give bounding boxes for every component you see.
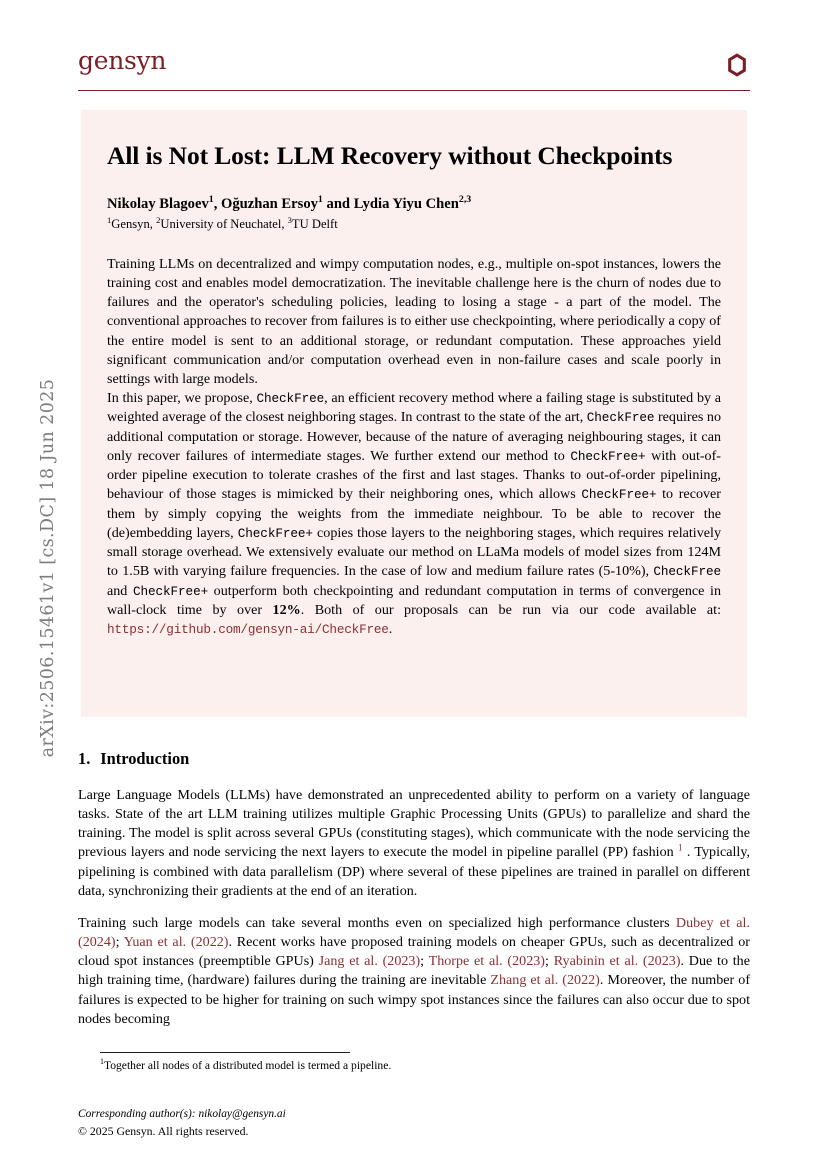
document-page [78, 0, 750, 1170]
page-footer [78, 1106, 750, 1141]
intro-paragraph-2: Training such large models can take several months even on specialized high performance clusters Dubey et al. (2024); Yuan et al. (2022). Recent works have proposed training models on cheaper GPUs, such as decentralized or cloud spot instances (preemptible GPUs) Jang et al. (2023); Thorpe et al. (2023); Ryabinin et al. (2023). Due to the high training time, (hardware) failures during the training are inevitable Zhang et al. (2022). Moreover, the number of failures is expected to be higher for training on such wimpy spot instances since the failures can also occur due to spot nodes becoming [78, 914, 751, 1027]
abstract-paragraph-1: Training LLMs on decentralized and wimpy computation nodes, e.g., multiple on-spot instances, lowers the training cost and enables model democratization. The inevitable challenge here is the churn of nodes due to failures and the operator's scheduling policies, leading to losing a stage - a part of the model. The conventional approaches to recover from failures is to either use checkpointing, where periodically a copy of the entire model is sent to an additional storage, or redundant computation. These approaches yield significant communication and/or computation overhead even in non-failure cases and scale poorly in settings with large models. [107, 255, 721, 387]
abstract [107, 255, 721, 640]
brand-header [78, 46, 750, 91]
arxiv-stamp [0, 0, 70, 1170]
title-abstract-card [81, 110, 747, 717]
author-list: Nikolay Blagoev$^1$, Oğuzhan Ersoy$^1$ and Lydia Yiyu Chen$^{2,3}$ [107, 193, 472, 212]
section-title: Introduction [100, 749, 190, 768]
footnote-divider [100, 1052, 350, 1053]
corresponding-author: Corresponding author(s): nikolay@gensyn.ai [78, 1108, 286, 1120]
section-number: 1. [78, 749, 91, 768]
hexagon-ring-icon [724, 52, 750, 78]
abstract-paragraph-2: In this paper, we propose, CheckFree, an efficient recovery method where a failing stage is substituted by a weighted average of the closest neighboring stages. In contrast to the state of the art, CheckFree requires no additional computation or storage. However, because of the nature of averaging neighbouring stages, it can only recover failures of intermediate stages. We further extend our method to CheckFree+ with out-of-order pipeline execution to tolerate crashes of the first and last stages. Thanks to out-of-order pipelining, behaviour of those stages is mimicked by their neighboring ones, which allows CheckFree+ to recover them by simply copying the weights from the immediate neighbour. To be able to recover the (de)embedding layers, CheckFree+ copies those layers to the neighboring stages, which requires relatively small storage overhead. We extensively evaluate our method on LLaMa models of model sizes from 124M to 1.5B with varying failure frequencies. In the case of low and medium failure rates (5-10%), CheckFree and CheckFree+ outperform both checkpointing and redundant computation in terms of convergence in wall-clock time by over 12%. Both of our proposals can be run via our code available at: https://github.com/gensyn-ai/CheckFree. [107, 390, 721, 638]
copyright-notice: © 2025 Gensyn. All rights reserved. [78, 1124, 249, 1139]
gensyn-logo: gensyn [78, 46, 167, 75]
author-block [107, 195, 721, 233]
section-heading-introduction [78, 749, 189, 769]
introduction-body [78, 786, 750, 1042]
page-title: All is Not Lost: LLM Recovery without Checkpoints [107, 141, 673, 170]
footnote-text: $^1$Together all nodes of a distributed model is termed a pipeline. [100, 1057, 392, 1072]
footnote-area [100, 1052, 750, 1074]
intro-paragraph-1: Large Language Models (LLMs) have demonstrated an unprecedented ability to perform on a variety of language tasks. State of the art LLM training utilizes multiple Graphic Processing Units (GPUs) to parallelize and shard the training. The model is split across several GPUs (constituting stages), which communicate with the node servicing the previous layers and node servicing the next layers to execute the model in pipeline parallel (PP) fashion $^1$ . Typically, pipelining is combined with data parallelism (DP) where several of these pipelines are trained in parallel on different data, synchronizing their gradients at the end of an iteration. [78, 787, 750, 899]
arxiv-stamp-text: arXiv:2506.15461v1 [cs.DC] 18 Jun 2025 [38, 378, 58, 758]
affiliation-list: $^1$Gensyn, $^2$University of Neuchatel, $^3$TU Delft [107, 214, 338, 231]
